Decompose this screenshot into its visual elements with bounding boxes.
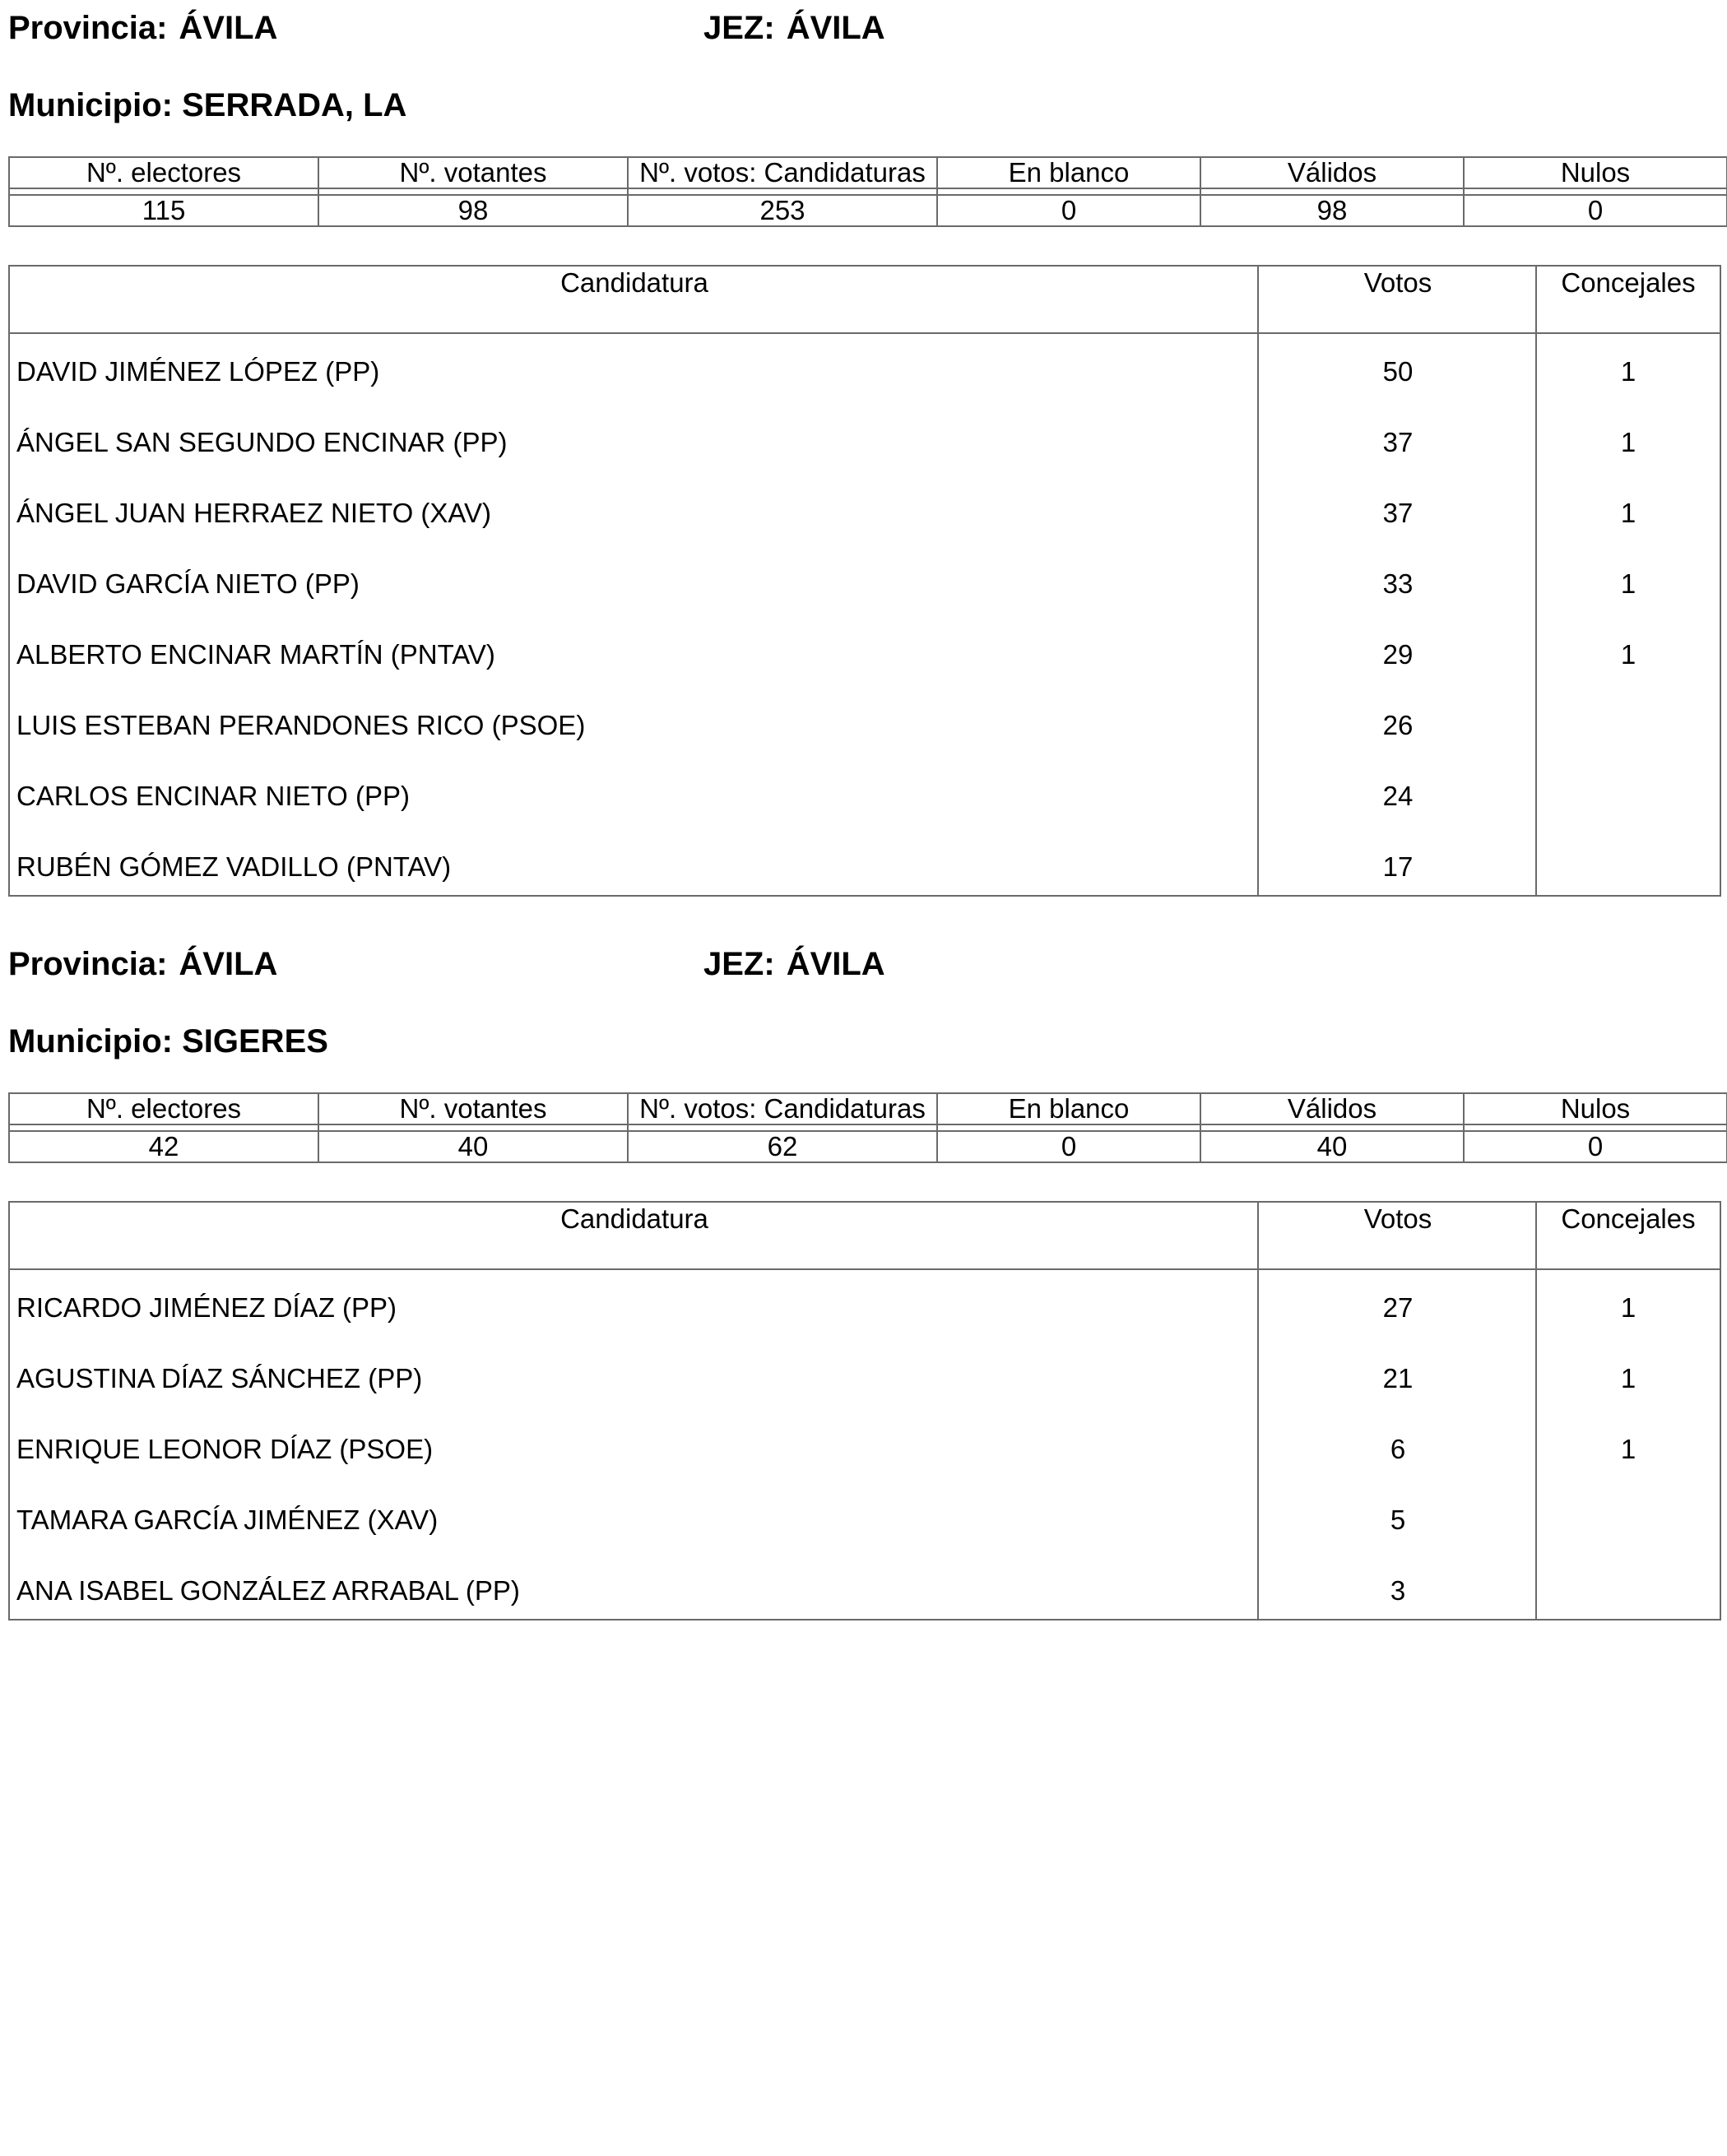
value-en-blanco: 0 xyxy=(937,1131,1200,1162)
candidate-row xyxy=(10,548,1720,619)
value-en-blanco: 0 xyxy=(937,195,1200,226)
candidate-votes: 17 xyxy=(1382,851,1414,882)
candidate-row xyxy=(10,1484,1720,1555)
candidate-concejales: 1 xyxy=(1620,427,1636,457)
jez-value: ÁVILA xyxy=(786,946,885,982)
value-validos: 98 xyxy=(1200,195,1464,226)
header-nulos: Nulos xyxy=(1464,1093,1727,1124)
summary-table xyxy=(8,1092,1727,1163)
candidate-votes: 50 xyxy=(1382,356,1414,387)
header-nulos: Nulos xyxy=(1464,157,1727,188)
candidate-row xyxy=(10,831,1720,902)
value-nulos: 0 xyxy=(1464,1131,1727,1162)
candidate-name: ALBERTO ENCINAR MARTÍN (PNTAV) xyxy=(16,639,495,670)
candidate-name: LUIS ESTEBAN PERANDONES RICO (PSOE) xyxy=(16,710,586,740)
candidate-concejales: 1 xyxy=(1620,1363,1636,1393)
votos-header: Votos xyxy=(1363,267,1432,298)
summary-values-row xyxy=(9,1131,1727,1162)
jez-label: JEZ: xyxy=(703,946,775,982)
municipio-value: SIGERES xyxy=(182,1023,328,1059)
candidate-name: AGUSTINA DÍAZ SÁNCHEZ (PP) xyxy=(16,1363,423,1393)
candidatura-header: Candidatura xyxy=(560,1203,708,1234)
header-validos: Válidos xyxy=(1200,157,1464,188)
provincia-label: Provincia: xyxy=(8,946,168,982)
value-validos: 40 xyxy=(1200,1131,1464,1162)
jez-line xyxy=(703,12,885,44)
provincia-line xyxy=(8,12,277,44)
candidate-name: ÁNGEL JUAN HERRAEZ NIETO (XAV) xyxy=(16,498,491,528)
votos-header: Votos xyxy=(1363,1203,1432,1234)
jez-label: JEZ: xyxy=(703,10,775,46)
candidate-name: CARLOS ENCINAR NIETO (PP) xyxy=(16,781,410,811)
candidate-votes: 37 xyxy=(1382,498,1414,528)
header-en-blanco: En blanco xyxy=(937,157,1200,188)
candidate-name: TAMARA GARCÍA JIMÉNEZ (XAV) xyxy=(16,1505,439,1535)
candidate-row xyxy=(10,1413,1720,1484)
candidates-table xyxy=(8,265,1721,897)
concejales-header: Concejales xyxy=(1561,1203,1696,1234)
summary-values-row xyxy=(9,195,1727,226)
value-votos-candidaturas: 253 xyxy=(628,195,937,226)
value-votantes: 98 xyxy=(318,195,628,226)
value-electores: 115 xyxy=(9,195,318,226)
candidate-votes: 6 xyxy=(1390,1434,1406,1464)
candidate-name: ÁNGEL SAN SEGUNDO ENCINAR (PP) xyxy=(16,427,508,457)
header-electores: Nº. electores xyxy=(9,157,318,188)
candidate-votes: 33 xyxy=(1382,568,1414,599)
municipio-line xyxy=(8,89,406,122)
candidate-name: RICARDO JIMÉNEZ DÍAZ (PP) xyxy=(16,1292,397,1323)
candidate-votes: 26 xyxy=(1382,710,1414,740)
summary-header-row xyxy=(9,1093,1727,1124)
candidate-row xyxy=(10,1555,1720,1625)
candidate-row xyxy=(10,336,1720,406)
candidate-name: DAVID GARCÍA NIETO (PP) xyxy=(16,568,360,599)
municipio-line xyxy=(8,1025,328,1058)
value-nulos: 0 xyxy=(1464,195,1727,226)
candidate-row xyxy=(10,689,1720,760)
header-votantes: Nº. votantes xyxy=(318,157,628,188)
candidate-concejales: 1 xyxy=(1620,1434,1636,1464)
candidate-votes: 21 xyxy=(1382,1363,1414,1393)
value-votos-candidaturas: 62 xyxy=(628,1131,937,1162)
candidate-votes: 27 xyxy=(1382,1292,1414,1323)
header-electores: Nº. electores xyxy=(9,1093,318,1124)
header-validos: Válidos xyxy=(1200,1093,1464,1124)
provincia-label: Provincia: xyxy=(8,10,168,46)
municipio-value: SERRADA, LA xyxy=(182,87,407,123)
summary-table xyxy=(8,156,1727,227)
candidate-row xyxy=(10,760,1720,831)
candidate-row xyxy=(10,1342,1720,1413)
candidate-row xyxy=(10,619,1720,689)
candidate-votes: 3 xyxy=(1390,1575,1406,1606)
candidate-name: ANA ISABEL GONZÁLEZ ARRABAL (PP) xyxy=(16,1575,520,1606)
jez-line xyxy=(703,948,885,981)
header-en-blanco: En blanco xyxy=(937,1093,1200,1124)
header-votos-candidaturas: Nº. votos: Candidaturas xyxy=(628,1093,937,1124)
candidate-row xyxy=(10,406,1720,477)
candidate-concejales: 1 xyxy=(1620,356,1636,387)
candidate-votes: 29 xyxy=(1382,639,1414,670)
jez-value: ÁVILA xyxy=(786,10,885,46)
concejales-header: Concejales xyxy=(1561,267,1696,298)
municipio-label: Municipio: xyxy=(8,87,173,123)
candidate-name: DAVID JIMÉNEZ LÓPEZ (PP) xyxy=(16,356,380,387)
candidate-concejales: 1 xyxy=(1620,568,1636,599)
value-electores: 42 xyxy=(9,1131,318,1162)
header-votos-candidaturas: Nº. votos: Candidaturas xyxy=(628,157,937,188)
candidate-row xyxy=(10,1272,1720,1342)
header-votantes: Nº. votantes xyxy=(318,1093,628,1124)
candidates-table xyxy=(8,1201,1721,1620)
candidate-votes: 24 xyxy=(1382,781,1414,811)
candidate-row xyxy=(10,477,1720,548)
provincia-value: ÁVILA xyxy=(179,10,278,46)
provincia-value: ÁVILA xyxy=(179,946,278,982)
provincia-line xyxy=(8,948,277,981)
candidatura-header: Candidatura xyxy=(560,267,708,298)
candidate-name: RUBÉN GÓMEZ VADILLO (PNTAV) xyxy=(16,851,452,882)
candidate-votes: 5 xyxy=(1390,1505,1406,1535)
municipio-label: Municipio: xyxy=(8,1023,173,1059)
candidate-votes: 37 xyxy=(1382,427,1414,457)
candidate-concejales: 1 xyxy=(1620,1292,1636,1323)
candidate-name: ENRIQUE LEONOR DÍAZ (PSOE) xyxy=(16,1434,434,1464)
summary-header-row xyxy=(9,157,1727,188)
candidate-concejales: 1 xyxy=(1620,498,1636,528)
candidate-concejales: 1 xyxy=(1620,639,1636,670)
value-votantes: 40 xyxy=(318,1131,628,1162)
